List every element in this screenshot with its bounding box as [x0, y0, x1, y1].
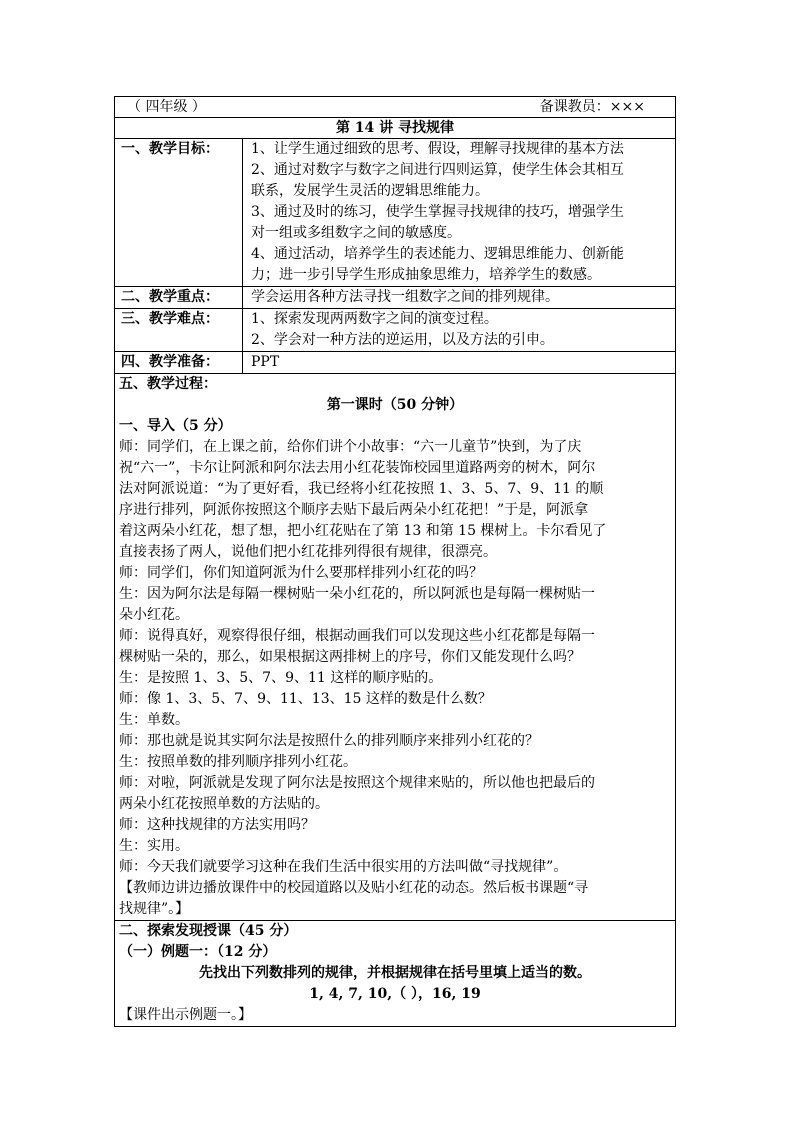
teacher-label: 备课教员：××× — [539, 99, 645, 115]
objective-line: 2、通过对数字与数字之间进行四则运算，使学生体会其相互 — [251, 162, 624, 178]
dialogue-line: 师：今天我们就要学习这种在我们生活中很实用的方法叫做“寻找规律”。 — [119, 859, 568, 875]
example-sequence: 1, 4, 7, 10,（ ），16, 19 — [309, 986, 481, 1002]
dialogue-line: 师：那也就是说其实阿尔法是按照什么的排列顺序来排列小红花的？ — [119, 733, 539, 749]
dialogue-line: 师：像 1、3、5、7、9、11、13、15 这样的数是什么数？ — [119, 691, 492, 707]
preparation-content: PPT — [251, 354, 280, 370]
difficulties-row — [115, 309, 675, 352]
preparation-label: 四、教学准备： — [115, 352, 243, 373]
dialogue-line: 朵小红花。 — [119, 607, 189, 623]
intro-heading: 一、导入（5 分） — [119, 418, 232, 434]
example-heading: （一）例题一：（12 分） — [119, 944, 277, 960]
dialogue-line: 两朵小红花按照单数的方法贴的。 — [119, 796, 329, 812]
key-points-content: 学会运用各种方法寻找一组数字之间的排列规律。 — [251, 289, 559, 305]
dialogue-line: 祝“六一”，卡尔让阿派和阿尔法去用小红花装饰校园里道路两旁的树木，阿尔 — [119, 460, 596, 476]
session-heading: 第一课时（50 分钟） — [326, 397, 464, 413]
dialogue-line: 师：同学们，在上课之前，给你们讲个小故事：“六一儿童节”快到，为了庆 — [119, 439, 582, 455]
dialogue-line: 生：实用。 — [119, 838, 189, 854]
process-section — [115, 374, 675, 921]
dialogue-line: 生：单数。 — [119, 712, 189, 728]
objective-line: 1、让学生通过细致的思考、假设，理解寻找规律的基本方法 — [251, 141, 624, 157]
dialogue-line: 师：同学们，你们知道阿派为什么要那样排列小红花的吗？ — [119, 565, 483, 581]
difficulty-line: 1、探索发现两两数字之间的演变过程。 — [251, 311, 498, 327]
dialogue-line: 找规律”。】 — [119, 901, 190, 917]
objective-line: 联系，发展学生灵活的逻辑思维能力。 — [251, 183, 489, 199]
objective-line: 力；进一步引导学生形成抽象思维力，培养学生的数感。 — [251, 267, 601, 283]
dialogue-line: 师：这种找规律的方法实用吗？ — [119, 817, 315, 833]
dialogue-line: 【教师边讲边播放课件中的校园道路以及贴小红花的动态。然后板书课题“寻 — [119, 880, 589, 896]
dialogue-line: 师：说得真好，观察得很仔细，根据动画我们可以发现这些小红花都是每隔一 — [119, 628, 595, 644]
objective-line: 4、通过活动，培养学生的表述能力、逻辑思维能力、创新能 — [251, 246, 624, 262]
objectives-content — [243, 139, 675, 286]
dialogue-line: 棵树贴一朵的，那么，如果根据这两排树上的序号，你们又能发现什么吗？ — [119, 649, 581, 665]
process-heading: 五、教学过程： — [119, 376, 217, 392]
dialogue-line: 序进行排列，阿派你按照这个顺序去贴下最后两朵小红花把！”于是，阿派拿 — [119, 502, 589, 518]
objective-line: 3、通过及时的练习，使学生掌握寻找规律的技巧，增强学生 — [251, 204, 624, 220]
key-points-label: 二、教学重点： — [115, 287, 243, 308]
key-points-row — [115, 287, 675, 309]
example-note: 【课件出示例题一。】 — [119, 1007, 252, 1023]
objectives-row — [115, 139, 675, 287]
lesson-plan-table — [114, 96, 676, 1027]
grade-label: （ 四年级 ） — [127, 99, 206, 115]
objective-line: 对一组或多组数字之间的敏感度。 — [251, 225, 461, 241]
explore-section — [115, 921, 675, 1026]
dialogue-line: 生：因为阿尔法是每隔一棵树贴一朵小红花的，所以阿派也是每隔一棵树贴一 — [119, 586, 595, 602]
dialogue-line: 生：是按照 1、3、5、7、9、11 这样的顺序贴的。 — [119, 670, 443, 686]
header-row — [115, 97, 675, 118]
dialogue-line: 着这两朵小红花，想了想，把小红花贴在了第 13 和第 15 棵树上。卡尔看见了 — [119, 523, 607, 539]
difficulties-content — [243, 309, 675, 351]
difficulties-label: 三、教学难点： — [115, 309, 243, 351]
example-task: 先找出下列数排列的规律，并根据规律在括号里填上适当的数。 — [199, 965, 591, 981]
dialogue-line: 生：按照单数的排列顺序排列小红花。 — [119, 754, 357, 770]
dialogue-line: 法对阿派说道：“为了更好看，我已经将小红花按照 1、3、5、7、9、11 的顺 — [119, 481, 604, 497]
dialogue-line: 师：对啦，阿派就是发现了阿尔法是按照这个规律来贴的，所以他也把最后的 — [119, 775, 595, 791]
lesson-title: 第 14 讲 寻找规律 — [115, 118, 675, 139]
difficulty-line: 2、学会对一种方法的逆运用，以及方法的引申。 — [251, 332, 554, 348]
preparation-row — [115, 352, 675, 374]
explore-heading: 二、探索发现授课（45 分） — [119, 923, 298, 939]
dialogue-line: 直接表扬了两人，说他们把小红花排列得很有规律，很漂亮。 — [119, 544, 497, 560]
objectives-label: 一、教学目标： — [115, 139, 243, 286]
